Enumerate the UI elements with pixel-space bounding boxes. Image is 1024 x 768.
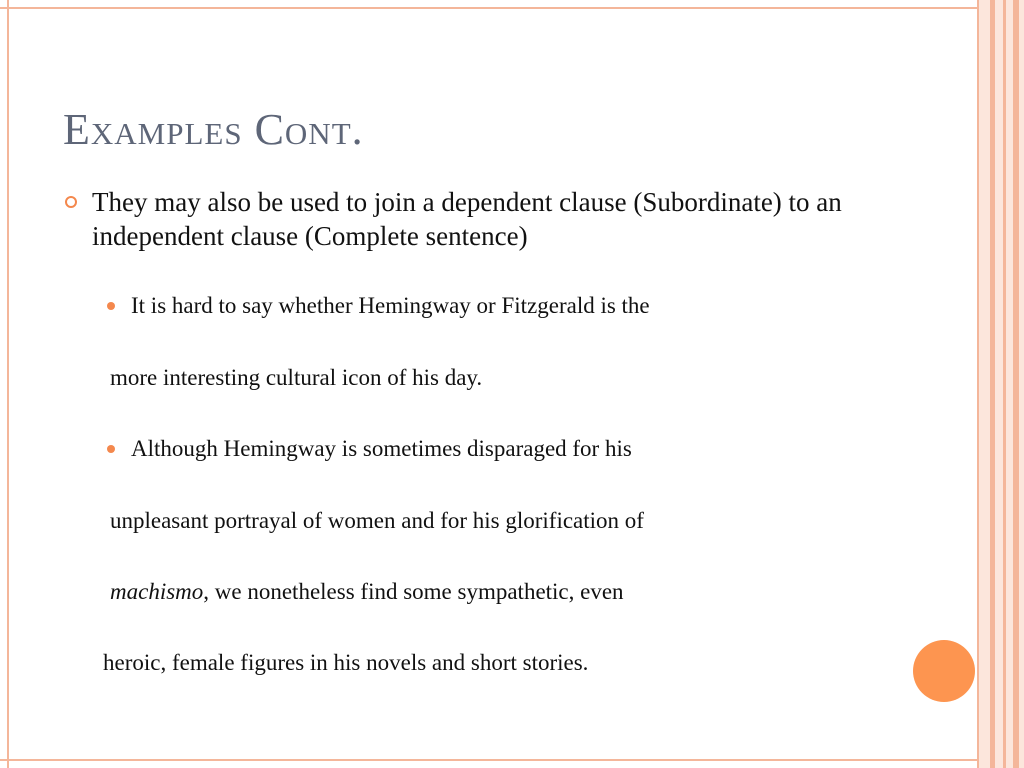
dot-bullet-icon [107, 302, 115, 310]
emphasized-term: machismo [110, 579, 204, 604]
sub-bullet-2-continuation-1: unpleasant portrayal of women and for his glorification of [110, 508, 644, 533]
decorative-circle [913, 640, 975, 702]
sub-bullet-1-text: It is hard to say whether Hemingway or Fitzgerald is the [131, 293, 650, 318]
decorative-stripe [1003, 0, 1006, 768]
sub-bullet-1-continuation: more interesting cultural icon of his day. [110, 365, 483, 390]
frame-line-top [0, 7, 978, 9]
main-bullet-text: They may also be used to join a dependent clause (Subordinate) to an independent clause (Complete sentence) [92, 187, 842, 251]
dot-bullet-icon [107, 445, 115, 453]
ring-bullet-icon [65, 196, 77, 208]
frame-line-bottom [0, 759, 978, 761]
continuation-text: , we nonetheless find some sympathetic, even [203, 579, 624, 604]
sub-bullet-2 [107, 435, 927, 463]
main-bullet [64, 185, 864, 253]
decorative-stripe [990, 0, 995, 768]
decorative-stripe [977, 0, 979, 768]
sub-bullet-1 [107, 292, 927, 320]
sub-bullet-2-continuation-3: heroic, female figures in his novels and short stories. [103, 650, 589, 675]
decorative-stripe [1013, 0, 1019, 768]
sub-bullet-2-text: Although Hemingway is sometimes disparaged for his [131, 436, 632, 461]
frame-line-left [7, 0, 9, 768]
sub-bullet-2-continuation-2 [110, 578, 624, 606]
slide-title: Examples Cont. [63, 105, 364, 154]
